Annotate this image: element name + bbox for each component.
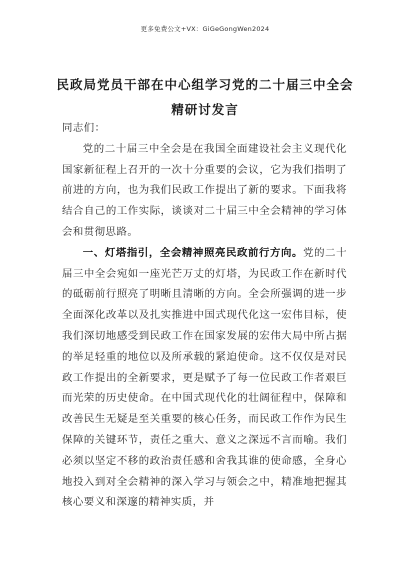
document-body (62, 118, 347, 513)
salutation: 同志们： (62, 122, 106, 134)
paragraph-intro: 党的二十届三中全会是在我国全面建设社会主义现代化国家新征程上召开的一次十分重要的会议，它为我们指明了前进的方向，也为我们民政工作提出了新的要求。下面我将结合自己的工作实际，谈谈对二十届三中全会精神的学习体会和贯彻思路。 (62, 142, 347, 238)
section-heading: 一、灯塔指引，全会精神照亮民政前行方向。 (82, 246, 304, 259)
section-text: 党的二十届三中全会宛如一座光芒万丈的灯塔，为民政工作在新时代的砥砺前行照亮了明晰且清晰的方向。全会所强调的进一步全面深化改革以及扎实推进中国式现代化这一宏伟目标，使我们深切地感受到民政工作在国家发展的宏伟大局中所占据的举足轻重的地位以及所承载的紧迫使命。这不仅仅是对民政工作提出的全新要求，更是赋予了每一位民政工作者艰巨而光荣的历史使命。在中国式现代化的壮阔征程中，保障和改善民生无疑是至关重要的核心任务，而民政工作作为民生保障的关键环节，责任之重大、意义之深远不言而喻。我们必须以坚定不移的政治责任感和舍我其谁的使命感，全身心地投入到对全会精神的深入学习与领会之中，精准地把握其核心要义和深邃的精神实质，并 (62, 246, 348, 509)
header-note: 更多免费公文+VX：GiGeGongWen2024 (140, 25, 270, 33)
document-title: 民政局党员干部在中心组学习党的二十届三中全会精研讨发言 (56, 77, 354, 117)
paragraph-section-1 (62, 243, 347, 513)
